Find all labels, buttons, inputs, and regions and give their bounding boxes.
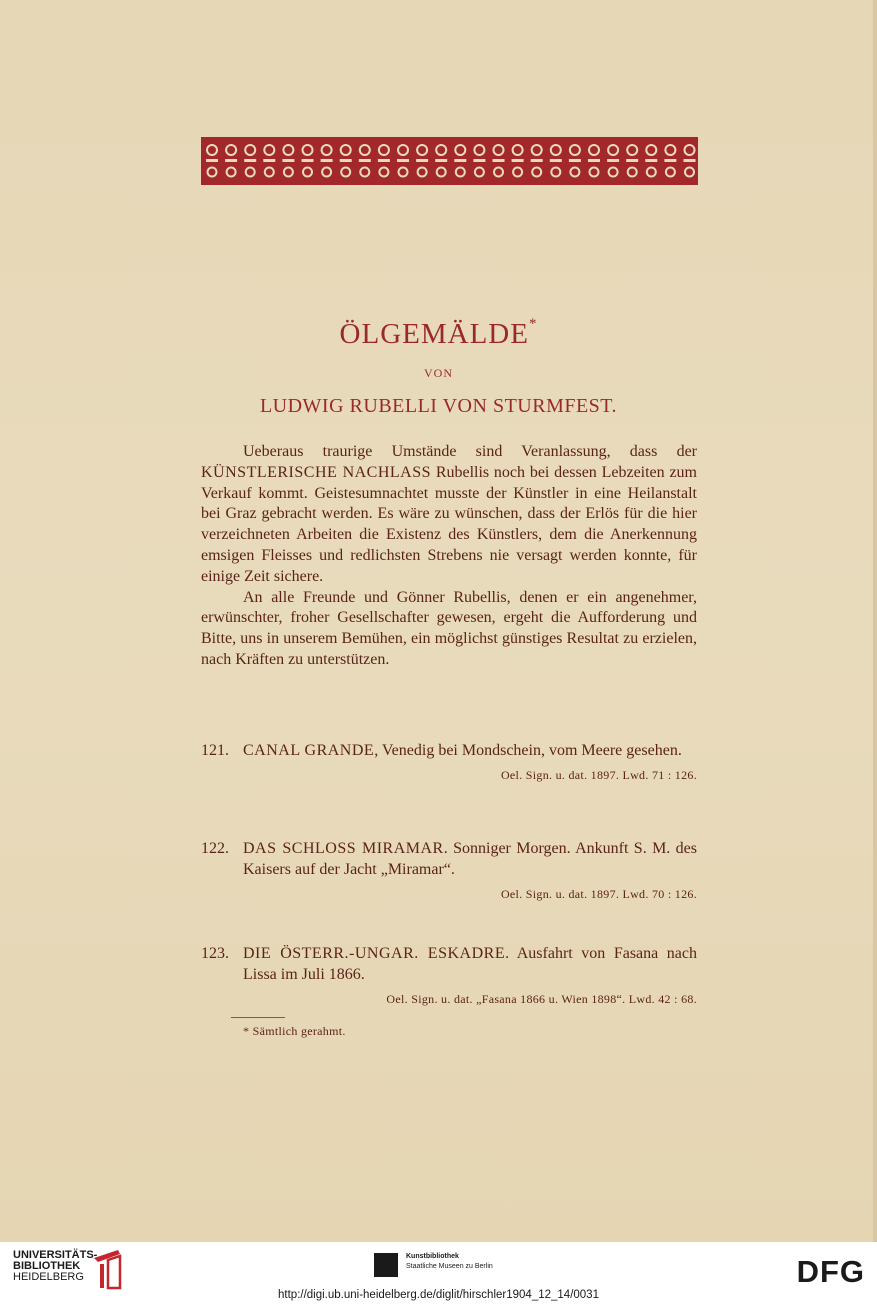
entry-meta: Oel. Sign. u. dat. 1897. Lwd. 71 : 126. xyxy=(500,767,697,782)
intro-text xyxy=(201,442,697,671)
entry-number: 122. xyxy=(201,840,229,857)
dfg-logo[interactable]: DFG xyxy=(796,1254,865,1289)
catalog-entry xyxy=(201,741,697,783)
catalog-entry xyxy=(201,944,697,1007)
title-footnote-mark: * xyxy=(528,316,538,332)
artist-name: LUDWIG RUBELLI VON STURMFEST. xyxy=(259,395,618,417)
decorative-border-icon xyxy=(201,137,698,185)
entry-meta: Oel. Sign. u. dat. „Fasana 1866 u. Wien 1898“. Lwd. 42 : 68. xyxy=(386,991,697,1006)
entry-number: 121. xyxy=(201,742,229,759)
intro-paragraph-2: An alle Freunde und Gönner Rubellis, denen er ein angenehmer, erwünschter, froher Gesellschafter gewesen, ergeht die Aufforderung und Bitte, uns in unserem Bemühen, ein möglichst günstiges Resultat zu erzielen, nach Kräften zu unterstützen. xyxy=(201,588,697,668)
ub-heidelberg-logo-icon[interactable] xyxy=(90,1248,124,1292)
page-title: ÖLGEMÄLDE* xyxy=(339,316,538,350)
footnote: * Sämtlich gerahmt. xyxy=(243,1024,346,1038)
entry-meta: Oel. Sign. u. dat. 1897. Lwd. 70 : 126. xyxy=(500,886,697,901)
kunstbibliothek-logo[interactable]: Kunstbibliothek Staatliche Museen zu Berlin xyxy=(374,1251,514,1281)
kunstbibliothek-icon xyxy=(374,1253,398,1277)
entry-description: DIE ÖSTERR.-UNGAR. ESKADRE. Ausfahrt von Fasana nach Lissa im Juli 1866. xyxy=(243,945,698,983)
page-edge xyxy=(873,0,877,1242)
entry-description: CANAL GRANDE, Venedig bei Mondschein, vom Meere gesehen. xyxy=(243,742,682,759)
footnote-rule xyxy=(231,1017,285,1018)
catalog-entry xyxy=(201,839,697,902)
entry-number: 123. xyxy=(201,945,229,962)
permalink-url[interactable]: http://digi.ub.uni-heidelberg.de/diglit/hirschler1904_12_14/0031 xyxy=(278,1289,599,1301)
intro-paragraph-1: Ueberaus traurige Umstände sind Veranlassung, dass der KÜNSTLERISCHE NACHLASS Rubellis noch bei dessen Lebzeiten zum Verkauf kommt. Geistesumnachtet musste der Künstler in eine Heilanstalt bei Graz gebracht werden. Es wäre zu wünschen, dass der Erlös für die hier verzeichneten Arbeiten die Existenz des Künstlers, dem die Anerkennung emsigen Fleisses und redlichsten Strebens nie versagt werden konnte, für einige Zeit sichere. xyxy=(201,443,697,585)
entry-description: DAS SCHLOSS MIRAMAR. Sonniger Morgen. Ankunft S. M. des Kaisers auf der Jacht „Miramar“. xyxy=(243,840,697,878)
subtitle-von: VON xyxy=(424,366,453,380)
ub-heidelberg-label[interactable]: UNIVERSITÄTS- BIBLIOTHEK HEIDELBERG xyxy=(13,1249,98,1283)
